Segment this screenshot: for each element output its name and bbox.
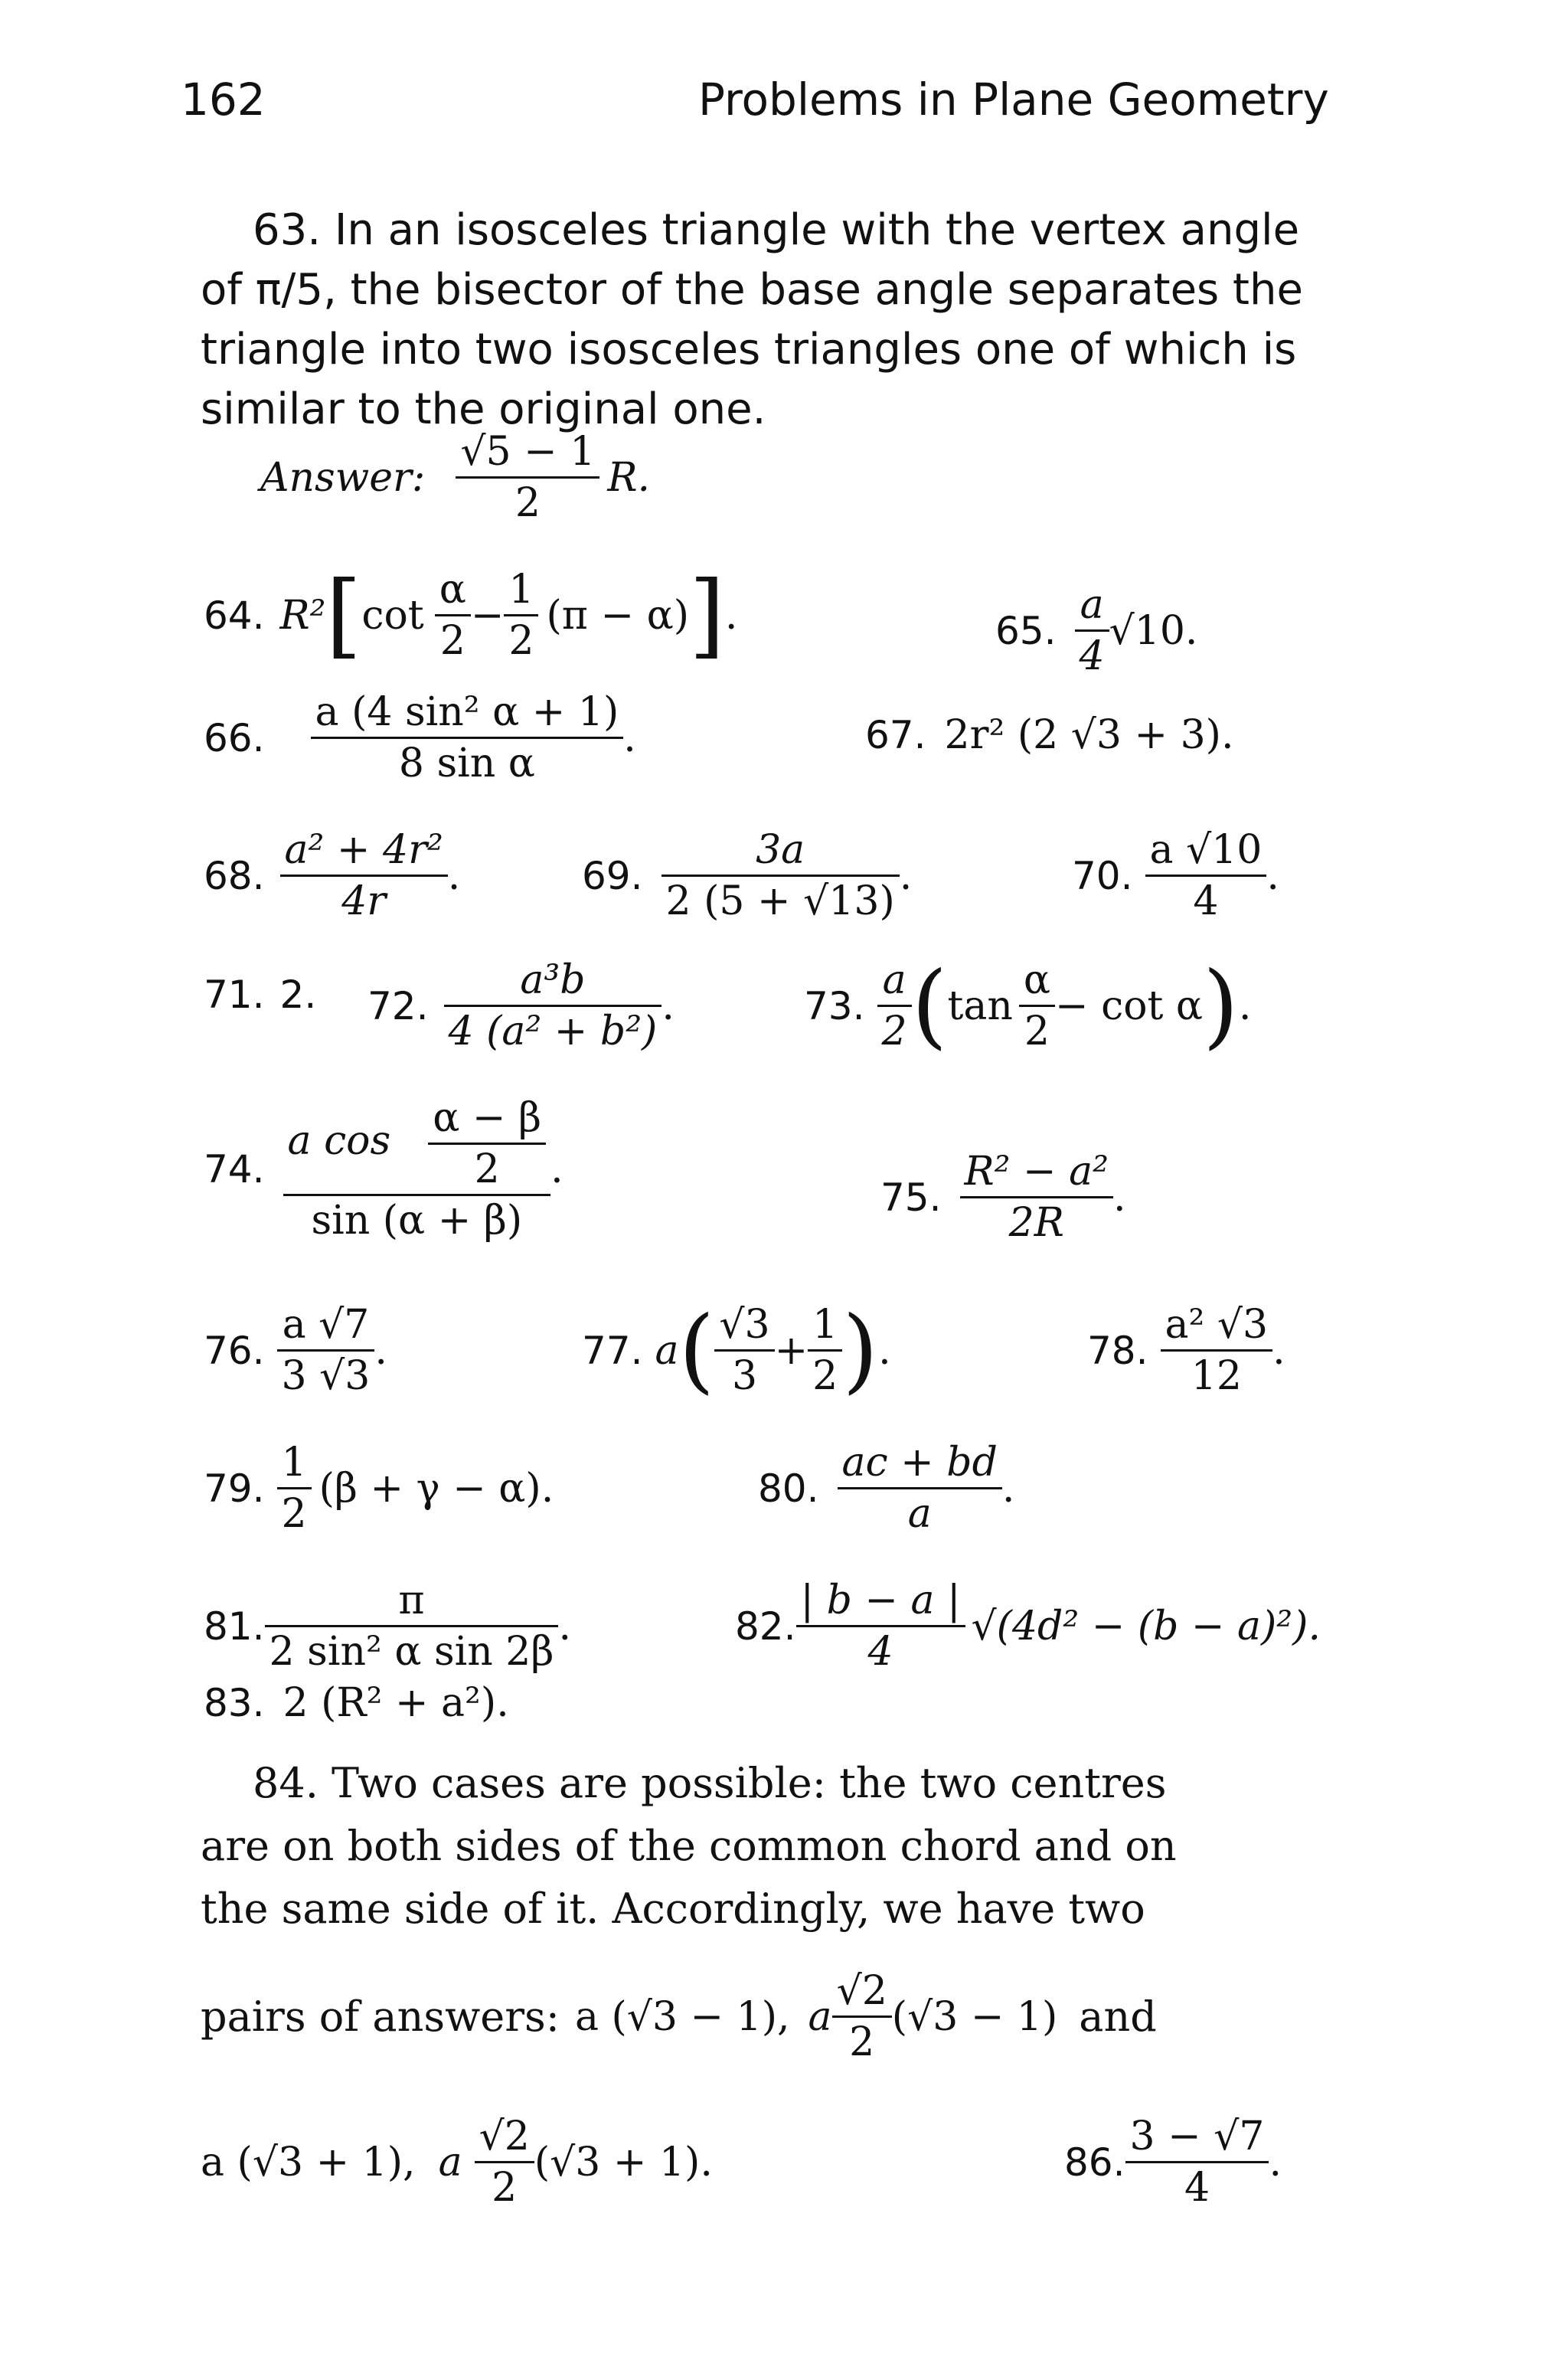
answer-72-den: 4 (a² + b²) bbox=[448, 1009, 658, 1054]
label-65: 65. bbox=[995, 608, 1057, 653]
label-80: 80. bbox=[758, 1466, 819, 1511]
answer-69-num: 3a bbox=[662, 827, 900, 877]
answer-68-num: a² + 4r² bbox=[280, 827, 448, 877]
label-79: 79. bbox=[204, 1466, 265, 1511]
label-83: 83. bbox=[204, 1681, 265, 1725]
answer-70: 70. $\frac{a √10}{4}$ . bbox=[1072, 827, 1279, 924]
answer-77-f2-num: 1 bbox=[808, 1302, 842, 1352]
answer-68-den: 4r bbox=[341, 878, 387, 924]
answer-82-tail: √(4d² − (b − a)²). bbox=[971, 1603, 1321, 1649]
answer-64-tail: (π − α) bbox=[546, 592, 689, 639]
answer-63-numerator: √5 − 1 bbox=[456, 429, 599, 479]
answer-66-num: a (4 sin² α + 1) bbox=[311, 689, 624, 739]
answer-63-tail: R. bbox=[607, 454, 651, 501]
answer-74-den: sin (α + β) bbox=[311, 1198, 523, 1244]
answer-78: 78. $\frac{\text{a² √3}}{12}$ . bbox=[1087, 1302, 1285, 1399]
answer-84-a3: a (√3 + 1), bbox=[201, 2139, 416, 2185]
answer-73-inner-den: 2 bbox=[1024, 1009, 1050, 1054]
answer-82-den: 4 bbox=[867, 1629, 893, 1675]
answer-64-cot: cot bbox=[361, 592, 424, 639]
answer-77-f2-den: 2 bbox=[812, 1353, 838, 1399]
label-76: 76. bbox=[204, 1328, 265, 1373]
answer-73-cot: − cot α bbox=[1054, 982, 1204, 1029]
answer-81-den: 2 sin² α sin 2β bbox=[269, 1629, 554, 1675]
problem-63-line-1: 63. In an isosceles triangle with the vertex angle bbox=[253, 205, 1300, 255]
answer-64: 64. R² [ cot $\frac{\alpha}{2}$ − $\frac{1}{2}$ (π − α) ] . bbox=[204, 561, 738, 669]
answer-82-num: | b − a | bbox=[796, 1577, 965, 1627]
answer-73-tan: tan bbox=[947, 982, 1013, 1029]
problem-84-line-2: are on both sides of the common chord and on bbox=[201, 1822, 1177, 1870]
answer-86-num: 3 − √7 bbox=[1125, 2114, 1269, 2163]
problem-84-line-3: the same side of it. Accordingly, we have two bbox=[201, 1885, 1145, 1933]
answer-64-prefix: R² bbox=[279, 592, 326, 639]
answer-86: 86. $\frac{3 - √7}{4}$ . bbox=[1064, 2114, 1282, 2211]
and-word: and bbox=[1079, 1992, 1157, 2041]
answer-65-den: 4 bbox=[1079, 633, 1105, 679]
answer-84-a4-tail: (√3 + 1). bbox=[534, 2139, 713, 2185]
pairs-text: pairs of answers: bbox=[201, 1992, 560, 2041]
answer-83 bbox=[204, 1680, 509, 1726]
label-67: 67. bbox=[865, 713, 926, 757]
answer-84-line-4 bbox=[201, 1968, 1157, 2065]
problem-63-line-2: of π/5, the bisector of the base angle separates the bbox=[201, 265, 1303, 315]
answer-73-den: 2 bbox=[881, 1009, 907, 1054]
answer-84-line-5 bbox=[201, 2114, 713, 2211]
answer-81: 81. $\frac{\pi}{\text{2 sin² α sin 2β}}$ . bbox=[204, 1577, 571, 1675]
label-71: 71. bbox=[204, 973, 265, 1017]
label-74: 74. bbox=[204, 1147, 265, 1192]
answer-74-top-left: a cos bbox=[287, 1118, 391, 1164]
answer-77-plus: + bbox=[774, 1327, 808, 1374]
label-75: 75. bbox=[880, 1175, 942, 1220]
page-number: 162 bbox=[181, 74, 266, 126]
answer-77-f1-num: √3 bbox=[714, 1302, 774, 1352]
answer-65 bbox=[995, 582, 1197, 679]
answer-67-expr: 2r² (2 √3 + 3). bbox=[944, 712, 1234, 758]
answer-66-den: 8 sin α bbox=[398, 740, 535, 786]
answer-75: 75. $\frac{\text{R² − a²}}{2R}$ . bbox=[880, 1149, 1126, 1246]
answer-64-minus: − bbox=[470, 592, 505, 639]
answer-79-den: 2 bbox=[281, 1491, 307, 1537]
answer-64-f1-num: α bbox=[435, 567, 471, 616]
answer-84-a2-prefix: a bbox=[808, 1993, 832, 2040]
answer-79-tail: (β + γ − α). bbox=[318, 1465, 554, 1512]
answer-82 bbox=[735, 1577, 1321, 1675]
answer-79-num: 1 bbox=[277, 1440, 312, 1489]
answer-72-num: a³b bbox=[444, 957, 662, 1007]
answer-64-f2-den: 2 bbox=[508, 618, 534, 664]
answer-84-a2-tail: (√3 − 1) bbox=[891, 1993, 1058, 2040]
problem-63-line-4: similar to the original one. bbox=[201, 384, 766, 434]
answer-66: 66. $\frac{\text{a (4 sin² α + 1)}}{\text{8 sin α}}$ . bbox=[204, 689, 636, 786]
answer-86-den: 4 bbox=[1184, 2165, 1210, 2211]
answer-65-tail: √10. bbox=[1109, 607, 1198, 654]
answer-80-den: a bbox=[907, 1491, 932, 1537]
answer-83-expr: 2 (R² + a²). bbox=[283, 1680, 509, 1726]
answer-78-den: 12 bbox=[1191, 1353, 1242, 1399]
answer-74: 74. a cos $\frac{\alpha - \beta}{2}$ sin (α + β) . bbox=[204, 1095, 564, 1244]
answer-72: 72. $\frac{\text{a³b}}{\text{4 (a² + b²)}}$ . bbox=[368, 957, 675, 1054]
label-69: 69. bbox=[582, 853, 643, 898]
answer-77-f1-den: 3 bbox=[731, 1353, 758, 1399]
label-82: 82. bbox=[735, 1604, 796, 1649]
answer-75-num: R² − a² bbox=[960, 1149, 1113, 1198]
answer-84-a4-prefix: a bbox=[438, 2139, 462, 2185]
label-81: 81. bbox=[204, 1604, 265, 1649]
answer-64-f2-num: 1 bbox=[504, 567, 538, 616]
answer-79 bbox=[204, 1440, 554, 1537]
answer-84-a4-den: 2 bbox=[492, 2165, 518, 2211]
answer-63-denominator: 2 bbox=[514, 480, 541, 526]
answer-label: Answer: bbox=[260, 454, 426, 501]
answer-70-den: 4 bbox=[1193, 878, 1219, 924]
answer-64-f1-den: 2 bbox=[439, 618, 466, 664]
answer-67 bbox=[865, 712, 1234, 758]
answer-69-den: 2 (5 + √13) bbox=[665, 878, 895, 924]
answer-71-value: 2. bbox=[279, 973, 317, 1017]
answer-84-a2-num: √2 bbox=[832, 1968, 892, 2018]
label-64: 64. bbox=[204, 593, 265, 638]
answer-73: 73. $\frac{a}{2}$ ( tan $\frac{\alpha}{2}$ − cot α ) . bbox=[804, 952, 1252, 1059]
label-66: 66. bbox=[204, 715, 265, 760]
answer-68: 68. $\frac{\text{a² + 4r²}}{4r}$ . bbox=[204, 827, 461, 924]
problem-84-line-1: 84. Two cases are possible: the two centres bbox=[253, 1759, 1167, 1807]
answer-73-inner-num: α bbox=[1019, 957, 1055, 1007]
answer-74-top-den: 2 bbox=[474, 1146, 500, 1192]
answer-78-num: a² √3 bbox=[1161, 1302, 1273, 1352]
answer-69: 69. $\frac{3a}{2 (5 + √13)}$ . bbox=[582, 827, 913, 924]
answer-80: 80. $\frac{ac + bd}{a}$ . bbox=[758, 1440, 1015, 1537]
answer-70-num: a √10 bbox=[1145, 827, 1267, 877]
label-78: 78. bbox=[1087, 1328, 1148, 1373]
label-86: 86. bbox=[1064, 2140, 1125, 2185]
answer-77-prefix: a bbox=[655, 1327, 679, 1374]
problem-63-line-3: triangle into two isosceles triangles one of which is bbox=[201, 325, 1297, 374]
label-68: 68. bbox=[204, 853, 265, 898]
answer-84-a2-den: 2 bbox=[849, 2019, 875, 2065]
answer-84-a1: a (√3 − 1), bbox=[574, 1993, 790, 2040]
answer-71 bbox=[204, 973, 316, 1017]
answer-76-num: a √7 bbox=[277, 1302, 375, 1352]
answer-76: 76. $\frac{a √7}{3 √3}$ . bbox=[204, 1302, 387, 1399]
label-77: 77. bbox=[582, 1328, 643, 1373]
answer-63-fraction bbox=[456, 429, 599, 526]
answer-81-num: π bbox=[265, 1577, 559, 1627]
answer-74-top-num: α − β bbox=[428, 1095, 546, 1145]
label-72: 72. bbox=[368, 983, 429, 1028]
answer-80-num: ac + bd bbox=[838, 1440, 1002, 1489]
answer-65-num: a bbox=[1075, 582, 1109, 632]
label-70: 70. bbox=[1072, 853, 1133, 898]
answer-84-a4-num: √2 bbox=[475, 2114, 534, 2163]
running-title: Problems in Plane Geometry bbox=[698, 74, 1329, 126]
answer-75-den: 2R bbox=[1008, 1200, 1064, 1246]
answer-63 bbox=[260, 429, 650, 526]
answer-77: 77. a ( $\frac{√3}{3}$ + $\frac{1}{2}$ ) . bbox=[582, 1296, 891, 1404]
label-73: 73. bbox=[804, 983, 865, 1028]
answer-73-num: a bbox=[877, 957, 912, 1007]
answer-76-den: 3 √3 bbox=[281, 1353, 371, 1399]
